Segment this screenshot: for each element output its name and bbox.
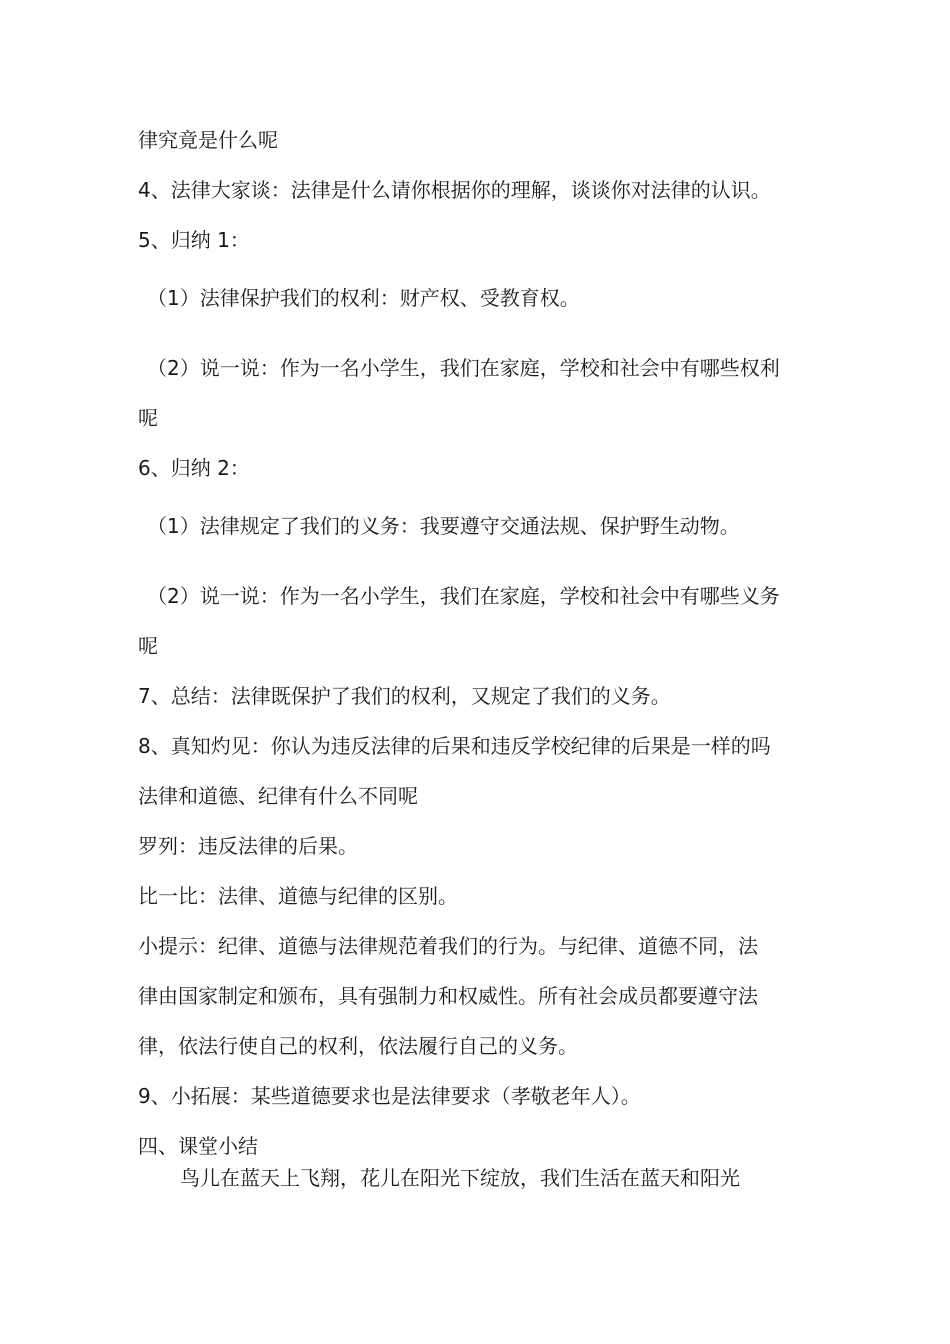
compare-line: 比一比：法律、道德与纪律的区别。	[138, 884, 458, 908]
summary-paragraph: 鸟儿在蓝天上飞翔，花儿在阳光下绽放，我们生活在蓝天和阳光	[180, 1166, 740, 1190]
item-9-extension: 9、小拓展：某些道德要求也是法律要求（孝敬老年人）。	[138, 1084, 641, 1108]
subitem-rights-discussion: （2）说一说：作为一名小学生，我们在家庭，学校和社会中有哪些权利	[147, 356, 780, 380]
item-6-summary-2: 6、归纳 2：	[138, 456, 250, 480]
subitem-rights: （1）法律保护我们的权利：财产权、受教育权。	[147, 286, 580, 310]
text-line: 法律和道德、纪律有什么不同呢	[138, 784, 418, 808]
section-heading-class-summary: 四、课堂小结	[138, 1134, 258, 1158]
item-4-law-discussion: 4、法律大家谈：法律是什么请你根据你的理解，谈谈你对法律的认识。	[138, 178, 771, 202]
text-line-continuation: 呢	[138, 406, 158, 430]
tip-line: 小提示：纪律、道德与法律规范着我们的行为。与纪律、道德不同，法	[138, 934, 758, 958]
text-line-continuation: 呢	[138, 634, 158, 658]
tip-line: 律由国家制定和颁布，具有强制力和权威性。所有社会成员都要遵守法	[138, 984, 758, 1008]
item-7-conclusion: 7、总结：法律既保护了我们的权利，又规定了我们的义务。	[138, 684, 671, 708]
tip-line: 律，依法行使自己的权利，依法履行自己的义务。	[138, 1034, 578, 1058]
subitem-duties-discussion: （2）说一说：作为一名小学生，我们在家庭，学校和社会中有哪些义务	[147, 584, 780, 608]
list-consequences: 罗列：违反法律的后果。	[138, 834, 358, 858]
item-5-summary-1: 5、归纳 1：	[138, 228, 250, 252]
item-8-insight: 8、真知灼见：你认为违反法律的后果和违反学校纪律的后果是一样的吗	[138, 734, 771, 758]
text-line: 律究竟是什么呢	[138, 128, 278, 152]
subitem-duties: （1）法律规定了我们的义务：我要遵守交通法规、保护野生动物。	[147, 514, 740, 538]
